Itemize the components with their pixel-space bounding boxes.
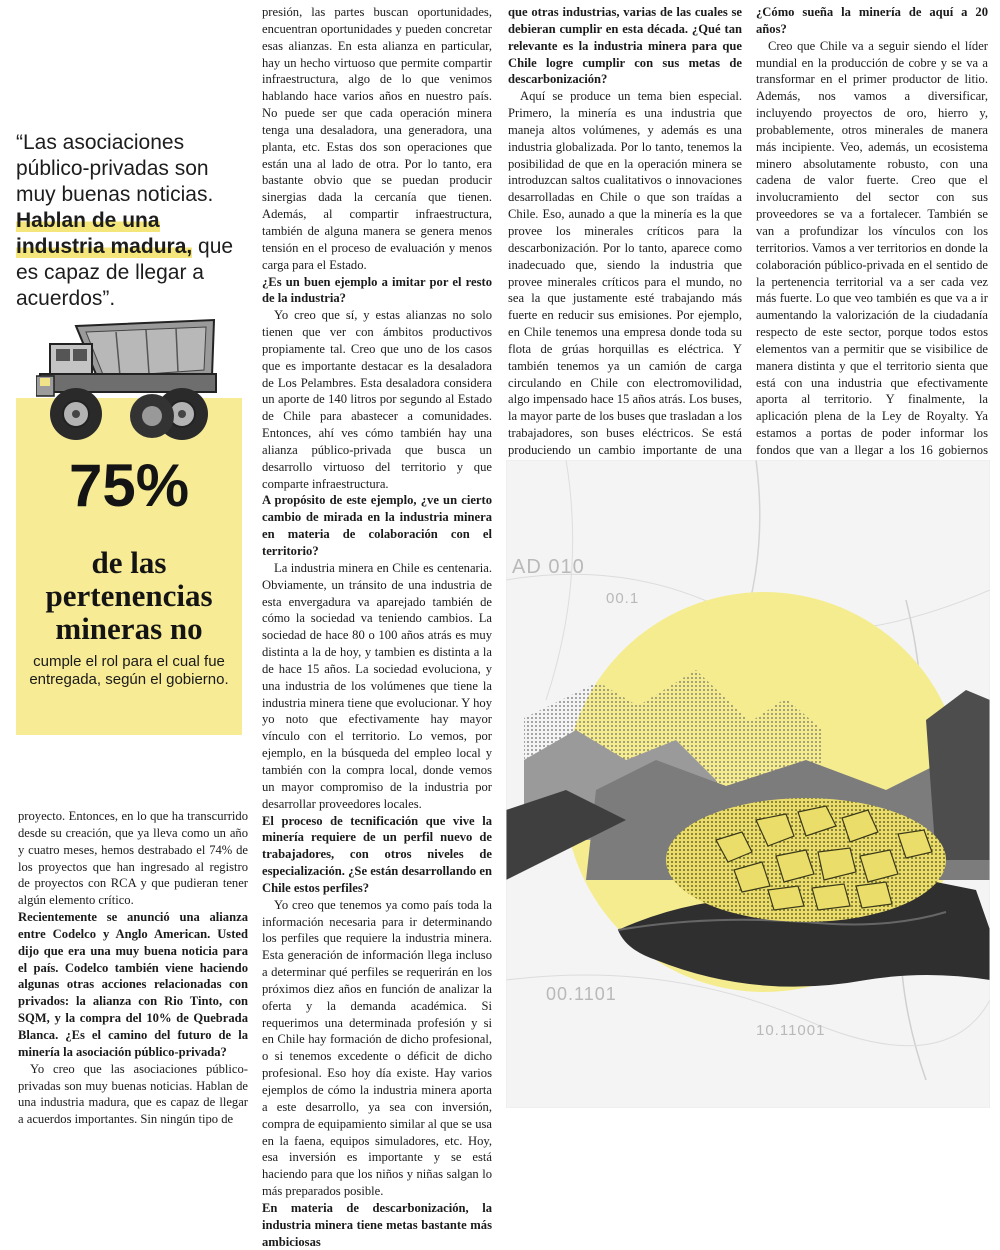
article-column-4 <box>756 4 988 509</box>
map-code-label: 00.1 <box>606 590 640 607</box>
stat-caption: cumple el rol para el cual fue entregada, según el gobierno. <box>29 653 229 688</box>
stat-headline: de las pertenencias mineras no <box>45 545 213 646</box>
map-code-label: 00.1101 <box>546 984 617 1004</box>
article-paragraph: Yo creo que las asociaciones público-privadas son muy buenas noticias. Hablan de una industria madura, que es capaz de llegar a acuerdos importantes. Sin ningún tipo de <box>18 1061 248 1127</box>
article-column-1 <box>18 808 248 1128</box>
article-paragraph: La industria minera en Chile es centenaria. Obviamente, un tránsito de una industria de esta envergadura va aparejado también de cómo la sociedad va teniendo cambios. La sociedad de hace 80 o 100 años atrás es muy distinta a la de hoy, y tambien es distinta a la de hace 15 años. La sociedad evoluciona, y una industria de los volúmenes que tiene la industria minera tiene que evolucionar. Y hoy yo noto que efectivamente hay mayor vínculo con el territorio. Lo vemos, por ejemplo, en la búsqueda del empleo local y también con la compra local, donde vemos un mayor compromiso de la industria por desarrollar proveedores locales. <box>262 560 492 811</box>
interview-question: que otras industrias, varias de las cuales se debieran cumplir en esta década. ¿Qué tan relevante es la industria minera para que Chile logre cumplir con sus metas de descarbonización? <box>508 5 742 87</box>
article-paragraph: presión, las partes buscan oportunidades, encuentran oportunidades y pueden concretar esas alianzas. En esta alianza en particular, hay un hecho virtuoso que permite compartir infraestructura, algo de lo que venimos hablando hace varios años en nuestro país. No puede ser que cada operación minera tenga una desaladora, una generadora, una planta, etc. Estas dos son operaciones que están una al lado de otra. Por lo tanto, era bastante obvio que se puedan producir sinergias dada la cercanía que tienen. Además, al compartir infraestructura, también de alguna manera se genera menos tensión en el proceso de evaluación y menos carga para el Estado. <box>262 5 492 272</box>
pull-quote-close: que es capaz de llegar a acuerdos”. <box>16 235 234 310</box>
pull-quote <box>16 130 252 312</box>
pull-quote-highlight: Hablan de una industria madura, <box>16 209 193 258</box>
article-paragraph: Creo que Chile va a seguir siendo el líder mundial en la producción de cobre y se va a transformar en el primer productor de litio. Además, nos vamos a diversificar, incluyendo proyectos de oro, hierro y, probablemente, otros minerales de manera más incipiente. Veo, además, un ecosistema minero absolutamente robusto, con una cadena de valor fuerte. Creo que el involucramiento del sector con sus proveedores se va a fortalecer. También se van a profundizar los vínculos con los territorios. Vamos a ver territorios en donde la colaboración público-privada en el sentido de la pertenencia territorial va a ser cada vez más fuerte. Lo que veo también es que va a ir aumentando la valorización de la ciudadanía respecto de este sector, porque todos estos elementos van a permitir que se visibilice de manera distinta y que el territorio sienta que está con una industria que efectivamente aporta al territorio. Y finalmente, la aplicación plena de la Ley de Royalty. Ya estamos a portas de poder informar los fondos que van a llegar a los 16 gobiernos <box>756 38 988 457</box>
map-code-label: AD 010 <box>512 556 585 578</box>
interview-question: ¿Es un buen ejemplo a imitar por el resto de la industria? <box>262 274 492 306</box>
article-paragraph: Yo creo que tenemos ya como país toda la información necesaria para ir determinando los perfiles que requiere la industria minera. Esta generación de información llega incluso a determinar qué perfiles se requerirán en los próximos diez años en función de analizar la oferta y la demanda académica. Si requerimos una determinada profesión y si en Chile hay formación de dicho profesional, o si tenemos excedente o déficit de dicho profesional. Eso hoy día existe. Hay varios ejemplos de cómo la industria minera aporta a este desarrollo, ya sea con inversión, compra de equipamiento similar al que se usa en la faena, equipos simuladores, etc. Hoy, esa inversión es importante y se está haciendo para que los niños y niñas salgan lo más preparados posible. <box>262 897 492 1199</box>
stat-number: 75% <box>68 452 190 519</box>
article-paragraph: Yo creo que sí, y estas alianzas no solo tienen que ver con ámbitos productivos propiamente tal. Creo que uno de los casos que es importante destacar es la desaladora de Los Pelambres. Esta desaladora considera un aporte de 140 litros por segundo al Estado de Chile para abastecer a comunidades. Entonces, ahí ves cómo también hay una alianza público-privada que busca un desarrollo virtuoso del territorio y que comparte infraestructura. <box>262 308 492 491</box>
article-paragraph: Aquí se produce un tema bien especial. Primero, la minería es una industria que maneja altos volúmenes, y además es una industria globalizada. Por lo tanto, tenemos la posibilidad de que en la operación minera se introduzcan saltos cualitativos o innovaciones desarrolladas en Chile o que son traídas a Chile. Eso, aunado a que la minería es la que provee los minerales críticos para la descarbonización. Por lo tanto, aparece como inadecuado que, siendo la industria que provee minerales críticos para el mundo, no sea la que justamente esté trabajando más fuerte en reducir sus emisiones. Por ejemplo, en Chile tenemos una empresa donde toda su flota de grúas horquillas es eléctrica. Y también tenemos ya un camión de carga circulando en Chile con electromovilidad, algo impensado hace 15 años atrás. Los buses, la mayor parte de los buses que trasladan a los trabajadores, son buses eléctricos. Se está produciendo un cambio importante de una <box>508 89 742 457</box>
article-column-3 <box>508 4 742 476</box>
interview-question: El proceso de tecnificación que vive la minería requiere de un perfil nuevo de trabajadores, con otros niveles de especialización. ¿Se están desarrollando en Chile estos perfiles? <box>262 813 492 895</box>
article-paragraph: proyecto. Entonces, en lo que ha transcurrido desde su creación, que ya lleva como un año y cuatro meses, hemos destrabado el 74% de los proyectos que han ingresado al registro de proyectos con RCA y que pudieran tener algún elemento crítico. <box>18 809 248 908</box>
mining-truck-icon <box>36 306 226 446</box>
mining-collage-illustration <box>506 460 990 1108</box>
interview-question: En materia de descarbonización, la industria minera tiene metas bastante más ambiciosas <box>262 1200 492 1249</box>
interview-question: ¿Cómo sueña la minería de aquí a 20 años? <box>756 5 988 36</box>
pull-quote-open: “Las asociaciones público-privadas son muy buenas noticias. <box>16 131 214 206</box>
interview-question: Recientemente se anunció una alianza entre Codelco y Anglo American. Usted dijo que era una muy buena noticia para el país. Codelco también viene haciendo algunas otras acciones relacionadas con privados: la alianza con Rio Tinto, con SQM, y la compra del 10% de Quebrada Blanca. ¿Es el camino del futuro de la minería la asociación público-privada? <box>18 910 248 1059</box>
stat-box <box>16 398 242 735</box>
map-code-label: 10.11001 <box>756 1022 826 1039</box>
article-column-2 <box>262 4 492 1250</box>
interview-question: A propósito de este ejemplo, ¿ve un cierto cambio de mirada en la industria minera en materia de colaboración con el territorio? <box>262 493 492 558</box>
